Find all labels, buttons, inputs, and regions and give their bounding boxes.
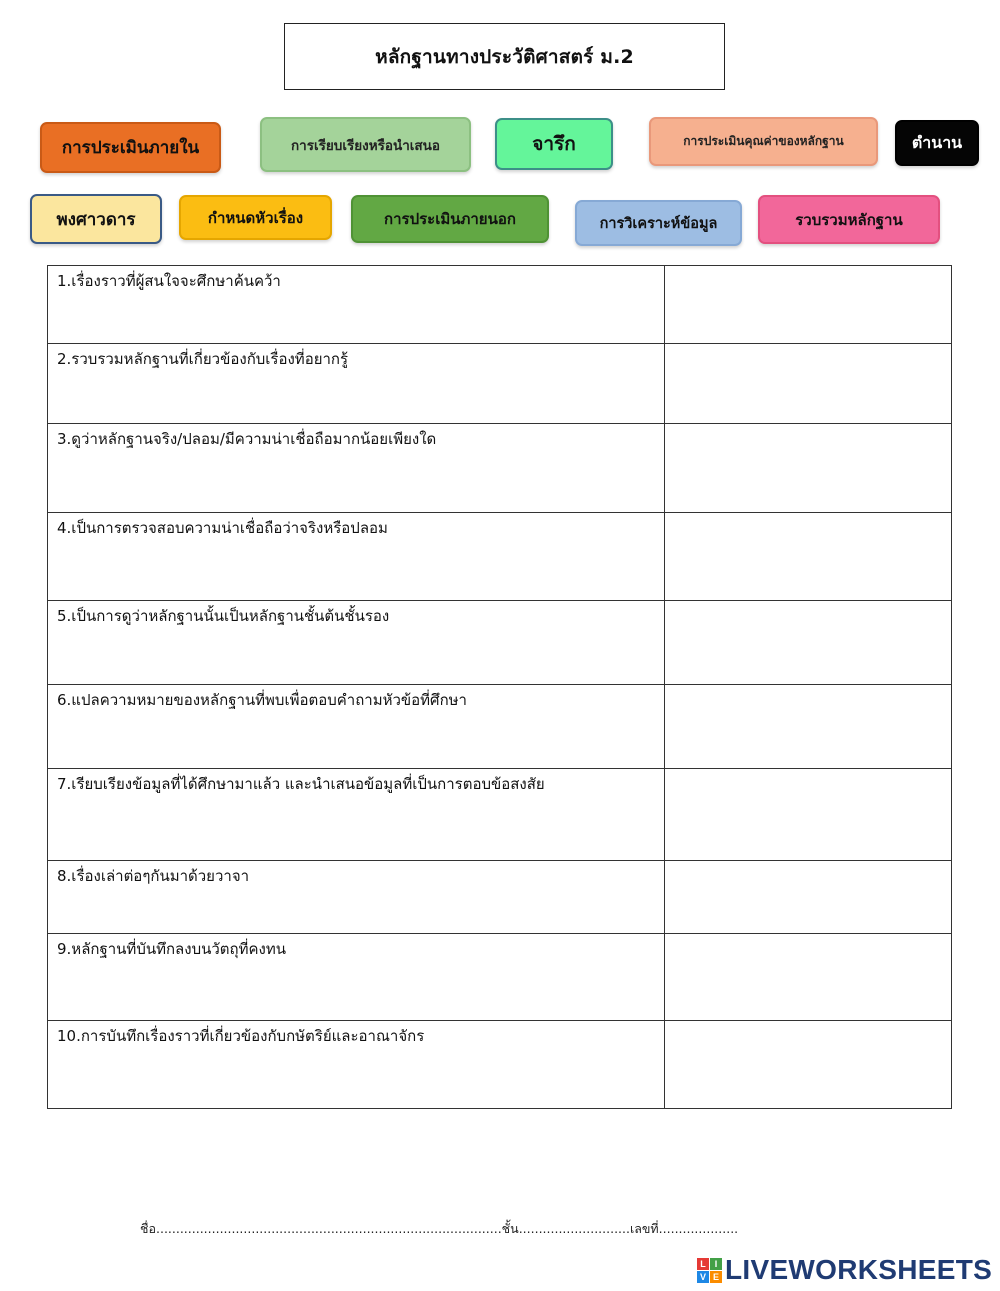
question-text: 2.รวบรวมหลักฐานที่เกี่ยวข้องกับเรื่องที่อยากรู้ [48, 344, 665, 424]
question-text: 3.ดูว่าหลักฐานจริง/ปลอม/มีความน่าเชื่อถือมากน้อยเพียงใด [48, 424, 665, 513]
table-row [48, 344, 952, 424]
answer-chip-compile-present[interactable]: การเรียบเรียงหรือนำเสนอ [260, 117, 471, 172]
question-table [47, 265, 952, 1109]
page-title-text: หลักฐานทางประวัติศาสตร์ ม.2 [375, 45, 634, 68]
liveworksheets-logo[interactable] [697, 1254, 992, 1286]
question-text: 8.เรื่องเล่าต่อๆกันมาด้วยวาจา [48, 861, 665, 934]
answer-drop-zone[interactable] [665, 685, 952, 769]
answer-chip-external-evaluation[interactable]: การประเมินภายนอก [351, 195, 549, 243]
answer-drop-zone[interactable] [665, 1021, 952, 1109]
answer-chip-internal-evaluation[interactable]: การประเมินภายใน [40, 122, 221, 173]
question-text: 7.เรียบเรียงข้อมูลที่ได้ศึกษามาแล้ว และนำเสนอข้อมูลที่เป็นการตอบข้อสงสัย [48, 769, 665, 861]
answer-drop-zone[interactable] [665, 861, 952, 934]
answer-drop-zone[interactable] [665, 769, 952, 861]
answer-drop-zone[interactable] [665, 266, 952, 344]
table-row [48, 685, 952, 769]
question-text: 10.การบันทึกเรื่องราวที่เกี่ยวข้องกับกษัตริย์และอาณาจักร [48, 1021, 665, 1109]
logo-letter: I [710, 1258, 722, 1270]
answer-chip-data-analysis[interactable]: การวิเคราะห์ข้อมูล [575, 200, 742, 246]
question-text: 1.เรื่องราวที่ผู้สนใจจะศึกษาค้นคว้า [48, 266, 665, 344]
student-info-line: ชื่อ.......................................................................................ชั้น............................เลขที่.................... [140, 1221, 739, 1236]
answer-drop-zone[interactable] [665, 601, 952, 685]
question-text: 9.หลักฐานที่บันทึกลงบนวัตถุที่คงทน [48, 934, 665, 1021]
table-row [48, 513, 952, 601]
liveworksheets-logo-text: LIVEWORKSHEETS [725, 1254, 993, 1285]
liveworksheets-logo-icon [697, 1258, 722, 1283]
answer-drop-zone[interactable] [665, 513, 952, 601]
answer-chip-evidence-value[interactable]: การประเมินคุณค่าของหลักฐาน [649, 117, 878, 166]
table-row [48, 424, 952, 513]
logo-letter: E [710, 1271, 722, 1283]
logo-letter: V [697, 1271, 709, 1283]
table-row [48, 266, 952, 344]
table-row [48, 934, 952, 1021]
answer-drop-zone[interactable] [665, 344, 952, 424]
answer-chip-legend[interactable]: ตำนาน [895, 120, 979, 166]
answer-chip-inscription[interactable]: จารึก [495, 118, 613, 170]
answer-chip-gather-evidence[interactable]: รวบรวมหลักฐาน [758, 195, 940, 244]
answer-drop-zone[interactable] [665, 424, 952, 513]
answer-chip-define-topic[interactable]: กำหนดหัวเรื่อง [179, 195, 332, 240]
table-row [48, 861, 952, 934]
table-row [48, 601, 952, 685]
question-text: 6.แปลความหมายของหลักฐานที่พบเพื่อตอบคำถามหัวข้อที่ศึกษา [48, 685, 665, 769]
question-text: 5.เป็นการดูว่าหลักฐานนั้นเป็นหลักฐานชั้นต้นชั้นรอง [48, 601, 665, 685]
answer-drop-zone[interactable] [665, 934, 952, 1021]
answer-chip-chronicle[interactable]: พงศาวดาร [30, 194, 162, 244]
question-text: 4.เป็นการตรวจสอบความน่าเชื่อถือว่าจริงหรือปลอม [48, 513, 665, 601]
logo-letter: L [697, 1258, 709, 1270]
table-row [48, 1021, 952, 1109]
table-row [48, 769, 952, 861]
page-title [284, 23, 725, 90]
